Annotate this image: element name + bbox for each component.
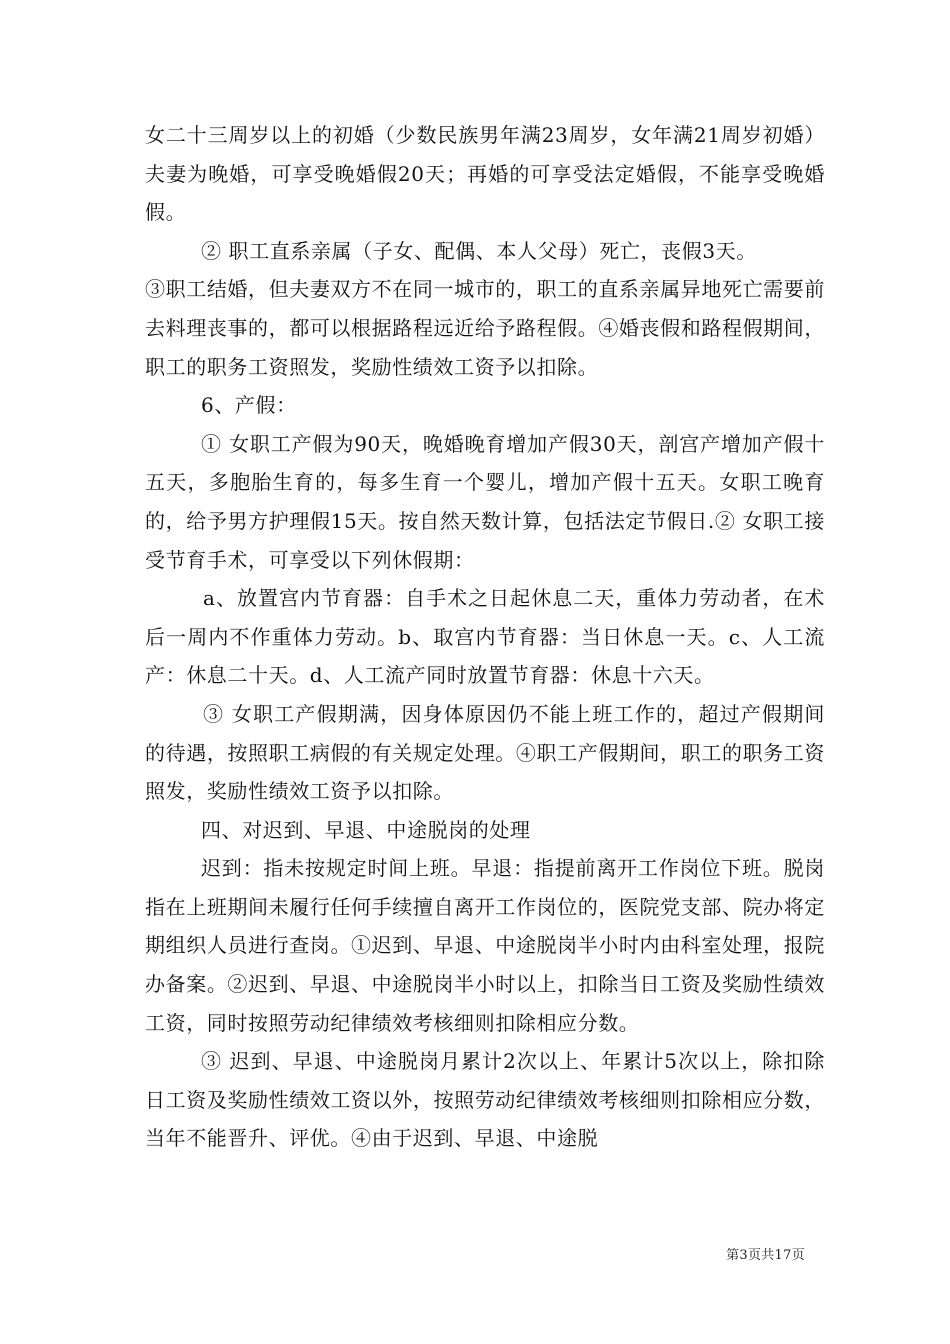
- paragraph-lateness-penalty: ③ 迟到、早退、中途脱岗月累计2次以上、年累计5次以上，除扣除日工资及奖励性绩效工资以外，按照劳动纪律绩效考核细则扣除相应分数，当年不能晋升、评优。④由于迟到、早退、中途脱: [145, 1049, 825, 1151]
- heading-lateness-handling: 四、对迟到、早退、中途脱岗的处理: [201, 817, 531, 842]
- page-number: 第3页共17页: [726, 1248, 805, 1263]
- heading-maternity-leave: 6、产假：: [201, 393, 297, 418]
- paragraph-lateness-definition: 迟到：指未按规定时间上班。早退：指提前离开工作岗位下班。脱岗指在上班期间未履行任何手续擅自离开工作岗位的，医院党支部、院办将定期组织人员进行查岗。①迟到、早退、中途脱岗半小时内由科室处理，报院办备案。②迟到、早退、中途脱岗半小时以上，扣除当日工资及奖励性绩效工资，同时按照劳动纪律绩效考核细则扣除相应分数。: [145, 856, 825, 1035]
- paragraph-late-marriage-leave: 女二十三周岁以上的初婚（少数民族男年满23周岁，女年满21周岁初婚）夫妻为晚婚，可享受晚婚假20天；再婚的可享受法定婚假，不能享受晚婚假。: [145, 123, 825, 225]
- paragraph-maternity-expiry: ③ 女职工产假期满，因身体原因仍不能上班工作的，超过产假期间的待遇，按照职工病假的有关规定处理。④职工产假期间，职工的职务工资照发，奖励性绩效工资予以扣除。: [145, 701, 825, 804]
- paragraph-travel-leave: ③职工结婚，但夫妻双方不在同一城市的，职工的直系亲属异地死亡需要前去料理丧事的，都可以根据路程远近给予路程假。④婚丧假和路程假期间，职工的职务工资照发，奖励性绩效工资予以扣除。: [145, 277, 825, 379]
- paragraph-birth-control-leave: a、放置宫内节育器：自手术之日起休息二天，重体力劳动者，在术后一周内不作重体力劳动。b、取宫内节育器：当日休息一天。c、人工流产：休息二十天。d、人工流产同时放置节育器：休息十六天。: [145, 586, 825, 688]
- paragraph-maternity-days: ① 女职工产假为90天，晚婚晚育增加产假30天，剖宫产增加产假十五天，多胞胎生育的，每多生育一个婴儿，增加产假十五天。女职工晚育的，给予男方护理假15天。按自然天数计算，包括法定节假日.② 女职工接受节育手术，可享受以下列休假期：: [145, 431, 825, 572]
- document-body: [145, 116, 825, 1158]
- paragraph-bereavement-leave: ② 职工直系亲属（子女、配偶、本人父母）死亡，丧假3天。: [201, 238, 757, 263]
